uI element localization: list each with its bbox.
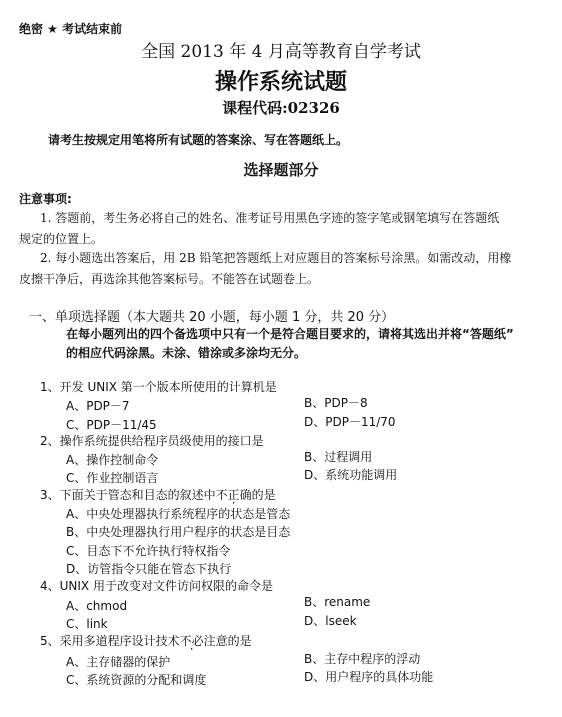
option-c: C、系统资源的分配和调度: [66, 673, 207, 687]
course-code: 课程代码:02326: [222, 99, 340, 117]
emphasized-text: 不必: [179, 634, 204, 648]
option-a: A、主存储器的保护: [66, 655, 171, 669]
stem-text: 的是: [251, 488, 276, 502]
option-c: C、作业控制语言: [66, 471, 159, 485]
option-c: C、目态下不允许执行特权指令: [66, 544, 231, 558]
option-b: B、中央处理器执行用户程序的状态是目态: [66, 525, 291, 539]
confidential-mark: 绝密 ★ 考试结束前: [19, 22, 123, 36]
stem-text: 5、采用多道程序设计技术: [40, 634, 180, 648]
option-d: D、访管指令只能在管态下执行: [66, 562, 232, 576]
option-c: C、link: [66, 617, 108, 631]
question-stem: 4、UNIX 用于改变对文件访问权限的命令是: [40, 579, 273, 593]
stem-text: 注意的是: [203, 634, 252, 648]
question-stem: 2、操作系统提供给程序员级使用的接口是: [40, 434, 264, 448]
question-stem: [40, 486, 276, 503]
option-a: A、PDP－7: [66, 399, 130, 413]
answer-instruction: 请考生按规定用笔将所有试题的答案涂、写在答题纸上。: [48, 133, 349, 147]
note-1-line-2: 规定的位置上。: [19, 232, 104, 246]
notes-heading: 注意事项:: [19, 192, 72, 206]
option-b: B、PDP－8: [304, 396, 368, 410]
option-a: A、chmod: [66, 599, 128, 613]
option-d: D、PDP－11/70: [304, 415, 396, 429]
part1-desc-line-2: 的相应代码涂黑。未涂、错涂或多涂均无分。: [66, 346, 307, 360]
option-c: C、PDP－11/45: [66, 418, 157, 432]
note-2-line-2: 皮擦干净后，再选涂其他答案标号。不能答在试题卷上。: [19, 272, 320, 286]
option-b: B、主存中程序的浮动: [304, 652, 421, 666]
part1-desc-line-1: 在每小题列出的四个备选项中只有一个是符合题目要求的，请将其选出并将“答题纸”: [66, 327, 514, 341]
stem-text: 3、下面关于管态和目态的叙述中: [40, 488, 216, 502]
option-b: B、过程调用: [304, 450, 373, 464]
exam-title: 全国 2013 年 4 月高等教育自学考试: [141, 42, 421, 62]
section-title: 选择题部分: [243, 161, 319, 179]
option-d: D、系统功能调用: [304, 468, 398, 482]
question-stem: 1、开发 UNIX 第一个版本所使用的计算机是: [40, 380, 277, 394]
question-stem: [40, 632, 252, 649]
option-a: A、操作控制命令: [66, 453, 159, 467]
note-2-line-1: 2. 每小题选出答案后，用 2B 铅笔把答题纸上对应题目的答案标号涂黑。如需改动，用橡: [40, 251, 512, 265]
emphasized-text: 不正确: [215, 488, 252, 502]
option-d: D、lseek: [304, 614, 357, 628]
option-d: D、用户程序的具体功能: [304, 670, 434, 684]
option-a: A、中央处理器执行系统程序的状态是管态: [66, 507, 291, 521]
note-1-line-1: 1. 答题前，考生务必将自己的姓名、准考证号用黑色字迹的签字笔或钢笔填写在答题纸: [40, 211, 500, 225]
paper-title: 操作系统试题: [214, 70, 347, 95]
part1-title: 一、单项选择题（本大题共 20 小题，每小题 1 分，共 20 分）: [29, 310, 395, 325]
option-b: B、rename: [304, 595, 371, 609]
